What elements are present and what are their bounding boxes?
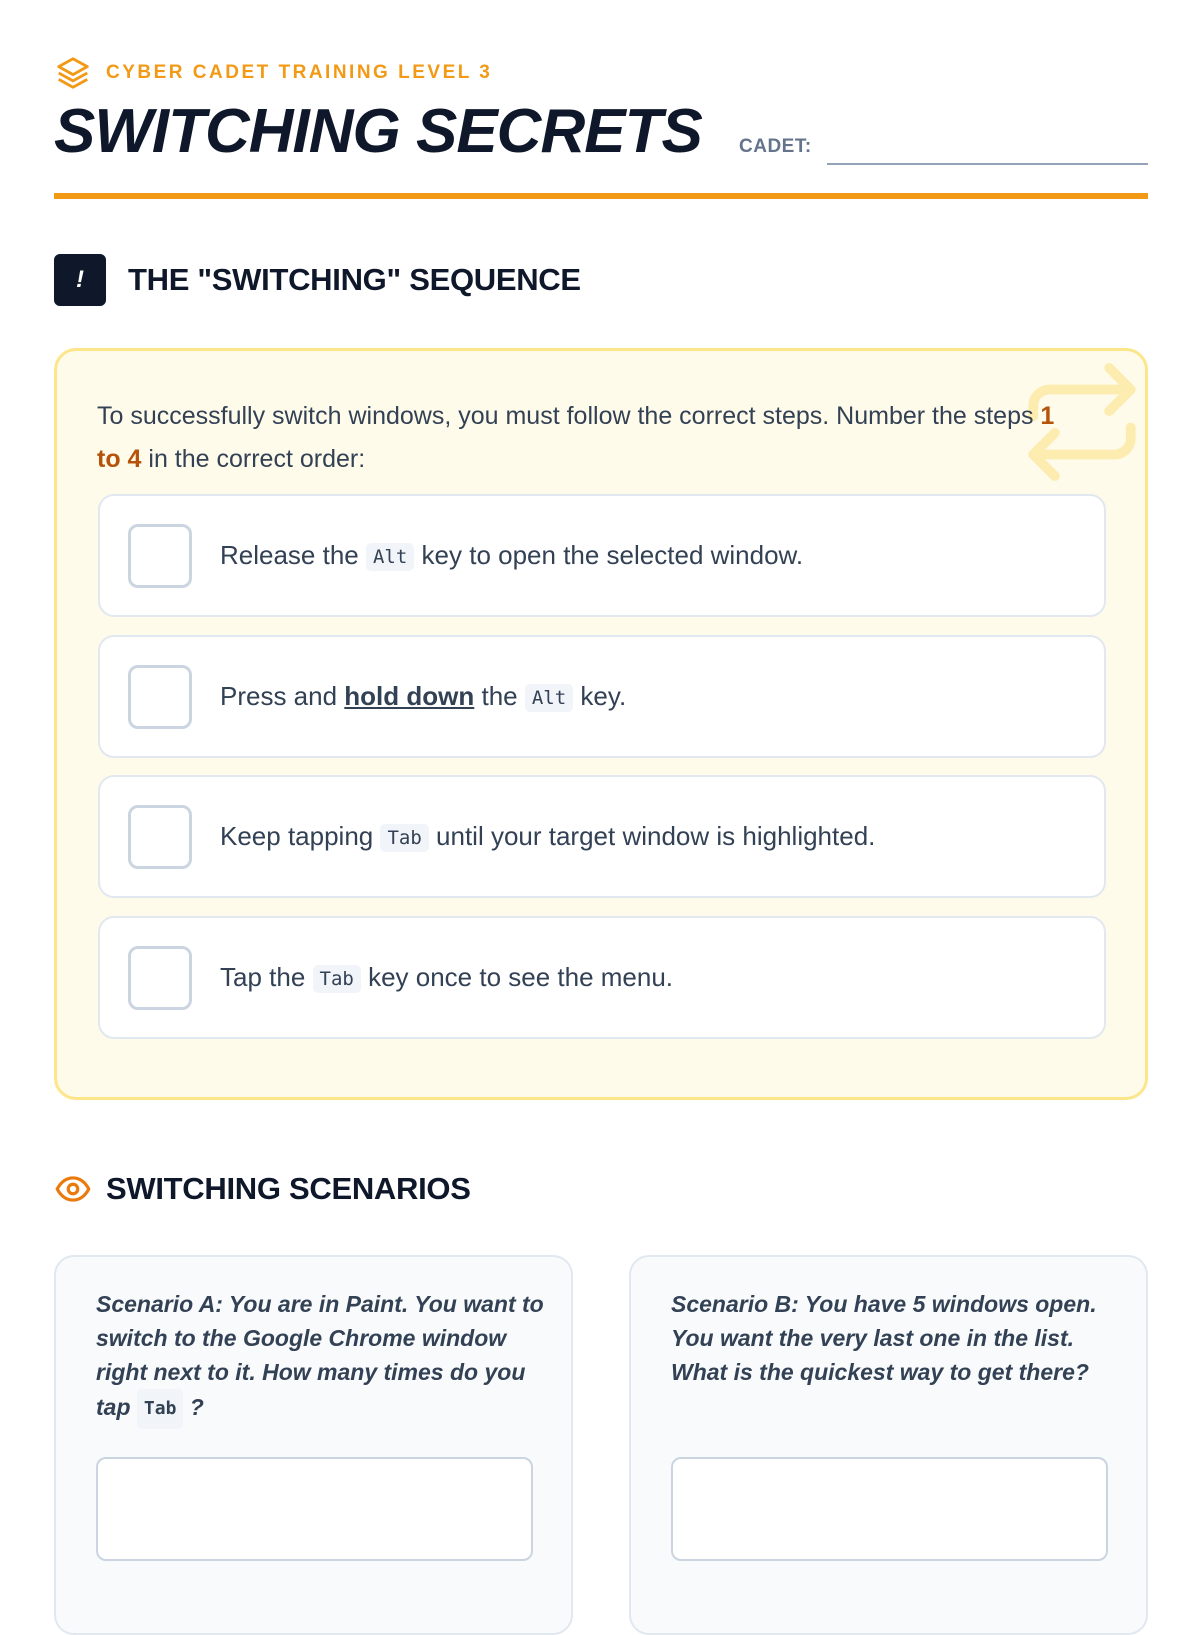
training-level-label: CYBER CADET TRAINING LEVEL 3	[106, 62, 493, 83]
scenario-b-answer-field[interactable]	[671, 1457, 1108, 1561]
step-range-highlight: 1 to 4	[97, 402, 1055, 473]
tab-key: Tab	[313, 965, 361, 993]
layers-icon	[54, 54, 92, 92]
sequence-step	[98, 494, 1106, 617]
sequence-panel	[54, 348, 1148, 1100]
sequence-section-header	[54, 254, 581, 306]
scenario-a-answer-field[interactable]	[96, 1457, 533, 1561]
eye-icon	[54, 1170, 92, 1208]
alt-key: Alt	[525, 684, 573, 712]
alt-key: Alt	[366, 543, 414, 571]
sequence-step	[98, 775, 1106, 898]
scenario-b-card	[629, 1255, 1148, 1635]
scenario-b-question: Scenario B: You have 5 windows open. You want the very last one in the list. What is the quickest way to get there?	[671, 1291, 1097, 1385]
scenario-a-card	[54, 1255, 573, 1635]
sequence-section-title: THE "SWITCHING" SEQUENCE	[128, 262, 581, 297]
step-text: Release the Alt key to open the selected window.	[220, 540, 804, 570]
step-text: Tap the Tab key once to see the menu.	[220, 962, 674, 992]
step-order-box[interactable]	[128, 524, 192, 588]
scenario-a-question: Scenario A: You are in Paint. You want to switch to the Google Chrome window right next to it. How many times do you tap Tab ?	[96, 1287, 546, 1429]
scenarios-section-header	[54, 1170, 471, 1208]
hold-down-emphasis: hold down	[344, 681, 475, 711]
step-order-box[interactable]	[128, 946, 192, 1010]
eyebrow	[54, 54, 492, 92]
tab-key: Tab	[380, 824, 428, 852]
sequence-instructions: To successfully switch windows, you must follow the correct steps. Number the steps 1 to 4 in the correct order:	[97, 402, 1055, 473]
step-order-box[interactable]	[128, 805, 192, 869]
step-text: Keep tapping Tab until your target window is highlighted.	[220, 821, 876, 851]
header-divider	[54, 193, 1148, 199]
sequence-step	[98, 916, 1106, 1039]
sequence-step	[98, 635, 1106, 758]
alert-icon: !	[54, 254, 106, 306]
step-order-box[interactable]	[128, 665, 192, 729]
cadet-name-field[interactable]	[827, 163, 1148, 165]
cadet-label: CADET:	[739, 136, 812, 157]
tab-key: Tab	[137, 1389, 184, 1429]
scenarios-section-title: SWITCHING SCENARIOS	[106, 1171, 471, 1206]
page-title: SWITCHING SECRETS	[54, 97, 702, 166]
step-text: Press and hold down the Alt key.	[220, 681, 627, 711]
